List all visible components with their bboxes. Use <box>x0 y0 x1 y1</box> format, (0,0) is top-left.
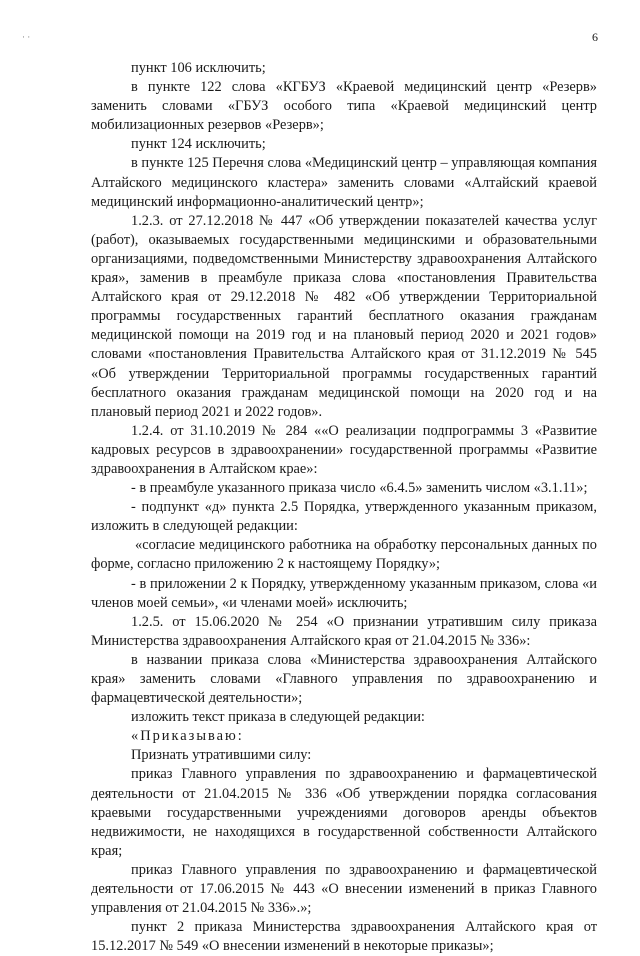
paragraph: пункт 124 исключить; <box>131 136 266 153</box>
paragraph: - в преамбуле указанного приказа число «6.4.5» заменить числом «3.1.11»; <box>131 480 588 497</box>
paragraph: приказ Главного управления по здравоохранению и фармацевтической деятельности от 21.04.2015 № 336 «Об утверждении порядка согласования краевыми государственными учреждениями договоров аренды объектов недвижимости, не находящихся в государственной собственности Алтайского края; <box>91 766 597 859</box>
paragraph: 1.2.5. от 15.06.2020 № 254 «О признании утратившим силу приказа Министерства здравоохранения Алтайского края от 21.04.2015 № 336»: <box>91 613 597 649</box>
paragraph: в пункте 122 слова «КГБУЗ «Краевой медицинский центр «Резерв» заменить словами «ГБУЗ особого типа «Краевой медицинский центр мобилизационных резервов «Резерв»; <box>91 79 597 134</box>
paragraph: 1.2.4. от 31.10.2019 № 284 ««О реализации подпрограммы 3 «Развитие кадровых ресурсов в здравоохранении» государственной программы «Развитие здравоохранения в Алтайском крае»: <box>91 422 597 477</box>
paragraph: - подпункт «д» пункта 2.5 Порядка, утвержденного указанным приказом, изложить в следующей редакции: <box>91 499 597 535</box>
paragraph: приказ Главного управления по здравоохранению и фармацевтической деятельности от 17.06.2015 № 443 «О внесении изменений в приказ Главного управления от 21.04.2015 № 336».»; <box>91 861 597 917</box>
paragraph: 1.2.3. от 27.12.2018 № 447 «Об утверждении показателей качества услуг (работ), оказываемых государственными медицинскими и образовательными организациями, подведомственными Министерству здравоохранения Алтайского края», заменив в преамбуле приказа слова «постановления Правительства Алтайского края от 29.12.2018 № 482 «Об утверждении Территориальной программы государственных гарантий бесплатного оказания гражданам медицинской помощи на 2019 год и на плановый период 2020 и 2021 годов» словами «постановления Правительства Алтайского края от 31.12.2019 № 545 «Об утверждении Территориальной программы государственных гарантий бесплатного оказания гражданам медицинской помощи на 2020 год и на плановый период 2021 и 2022 годов». <box>91 212 597 420</box>
document-body <box>91 59 597 956</box>
paragraph: пункт 2 приказа Министерства здравоохранения Алтайского края от 15.12.2017 № 549 «О внесении изменений в некоторые приказы»; <box>91 919 597 955</box>
order-heading: «Приказываю: <box>131 728 244 745</box>
paragraph: пункт 106 исключить; <box>131 60 266 76</box>
paragraph: Признать утратившими силу: <box>131 747 312 764</box>
paragraph: в пункте 125 Перечня слова «Медицинский центр – управляющая компания Алтайского медицинского кластера» заменить словами «Алтайский краевой медицинский информационно-аналитический центр»; <box>91 155 597 210</box>
page-number: 6 <box>592 30 598 44</box>
scan-artifact-marks: · · <box>22 32 31 42</box>
paragraph: в названии приказа слова «Министерства здравоохранения Алтайского края» заменить словами «Главного управления по здравоохранению и фармацевтической деятельности»; <box>91 651 597 707</box>
paragraph: изложить текст приказа в следующей редакции: <box>131 709 425 726</box>
paragraph: - в приложении 2 к Порядку, утвержденному указанным приказом, слова «и членов моей семьи», «и членами моей» исключить; <box>91 575 597 611</box>
quoted-paragraph: «согласие медицинского работника на обработку персональных данных по форме, согласно приложению 2 к настоящему Порядку»; <box>91 537 597 573</box>
